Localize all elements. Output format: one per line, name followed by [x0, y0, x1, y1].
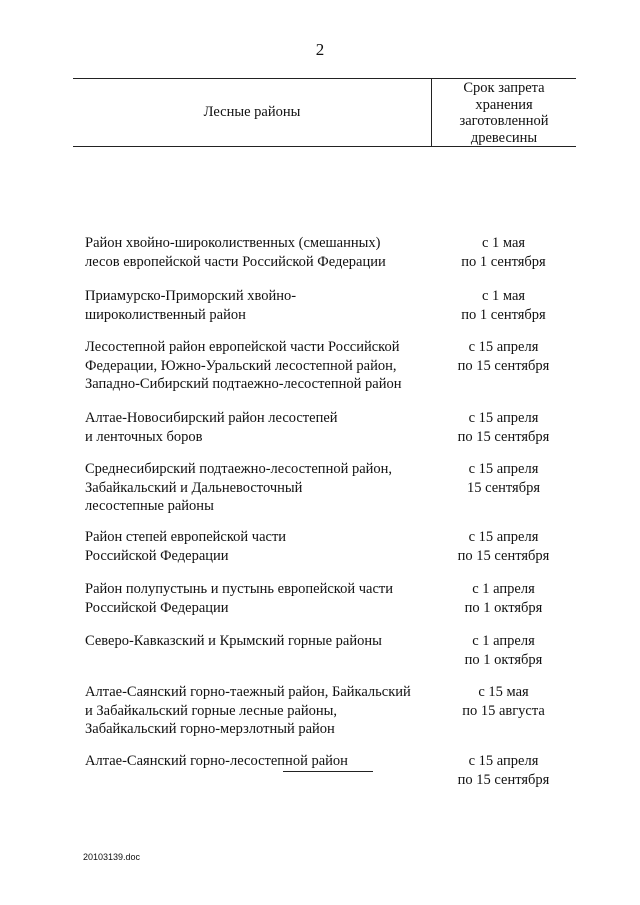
table-row [73, 632, 576, 669]
region-name-line: Лесостепной район европейской части Российской [85, 339, 400, 355]
ban-period [431, 338, 576, 394]
region-name-line: лесов европейской части Российской Федерации [85, 253, 386, 270]
ban-period-line: по 15 сентября [457, 428, 550, 445]
ban-period [431, 632, 576, 669]
region-name [73, 460, 431, 516]
table-row [73, 234, 576, 271]
header-period-line: хранения [475, 96, 533, 113]
region-name [73, 683, 431, 739]
region-name-line: Среднесибирский подтаежно-лесостепной район, [85, 461, 393, 477]
region-name-line: Федерации, Южно-Уральский лесостепной район, [85, 357, 397, 374]
region-name-line: Забайкальский и Дальневосточный [85, 479, 303, 496]
region-name-line: Район степей европейской части [85, 529, 287, 545]
table-header [73, 78, 576, 147]
region-name [73, 234, 431, 271]
table-row [73, 528, 576, 565]
table-row [73, 338, 576, 394]
region-name-line: широколиственный район [85, 306, 246, 323]
ban-period [431, 409, 576, 446]
ban-period [431, 287, 576, 324]
ban-period-line: по 15 августа [462, 702, 545, 719]
header-period-line: Срок запрета [463, 80, 545, 96]
ban-period-line: с 15 апреля [468, 753, 539, 769]
ban-period-line: по 15 сентября [457, 771, 550, 788]
ban-period-line: с 15 мая [478, 684, 529, 700]
ban-period [431, 580, 576, 617]
ban-period [431, 683, 576, 739]
ban-period-line: по 1 октября [464, 651, 543, 668]
region-name-line: Район полупустынь и пустынь европейской части [85, 581, 394, 597]
ban-period [431, 528, 576, 565]
file-name: 20103139.doc [83, 852, 141, 862]
region-name-line: Алтае-Саянский горно-таежный район, Байкальский [85, 684, 411, 700]
ban-period [431, 460, 576, 516]
ban-period-line: 15 сентября [466, 479, 541, 496]
region-name-line: Забайкальский горно-мерзлотный район [85, 721, 335, 737]
ban-period-line: с 1 мая [481, 288, 526, 304]
ban-period-line: по 1 сентября [461, 306, 546, 323]
region-name [73, 409, 431, 446]
region-name-line: Российской Федерации [85, 547, 229, 564]
region-name [73, 580, 431, 617]
region-name-line: Российской Федерации [85, 599, 229, 616]
table-row [73, 580, 576, 617]
ban-period-line: с 15 апреля [468, 339, 539, 355]
region-name-line: Район хвойно-широколиственных (смешанных) [85, 235, 381, 251]
region-name-line: Западно-Сибирский подтаежно-лесостепной район [85, 376, 402, 392]
ban-period-line: с 15 апреля [468, 410, 539, 426]
region-name [73, 338, 431, 394]
ban-period-line: по 1 октября [464, 599, 543, 616]
table-row [73, 460, 576, 516]
header-period-label [431, 79, 576, 146]
region-name-line: и Забайкальский горные лесные районы, [85, 702, 338, 719]
forest-regions-table [73, 78, 576, 788]
region-name-line: Северо-Кавказский и Крымский горные районы [85, 633, 382, 649]
ban-period-line: с 1 апреля [472, 581, 535, 597]
region-name-line: Алтае-Саянский горно-лесостепной район [85, 753, 348, 769]
ban-period [431, 234, 576, 271]
region-name-line: лесостепные районы [85, 498, 214, 514]
ban-period-line: по 15 сентября [457, 547, 550, 564]
ban-period-line: с 1 мая [481, 235, 526, 251]
ban-period-line: с 15 апреля [468, 461, 539, 477]
table-row [73, 409, 576, 446]
ban-period-line: по 1 сентября [461, 253, 546, 270]
ban-period [431, 752, 576, 789]
ban-period-line: с 1 апреля [472, 633, 535, 649]
table-row [73, 287, 576, 324]
region-name-line: Приамурско-Приморский хвойно- [85, 288, 297, 304]
region-name-line: Алтае-Новосибирский район лесостепей [85, 410, 338, 426]
table-row [73, 683, 576, 739]
region-name [73, 287, 431, 324]
region-name [73, 528, 431, 565]
ban-period-line: по 15 сентября [457, 357, 550, 374]
header-period-line: древесины [470, 129, 538, 146]
ban-period-line: с 15 апреля [468, 529, 539, 545]
region-name-line: и ленточных боров [85, 428, 203, 445]
end-divider [283, 771, 373, 772]
header-region-label: Лесные районы [203, 104, 301, 120]
region-name [73, 632, 431, 669]
header-period-line: заготовленной [459, 113, 549, 129]
page-number: 2 [315, 40, 325, 59]
region-name [73, 752, 431, 789]
